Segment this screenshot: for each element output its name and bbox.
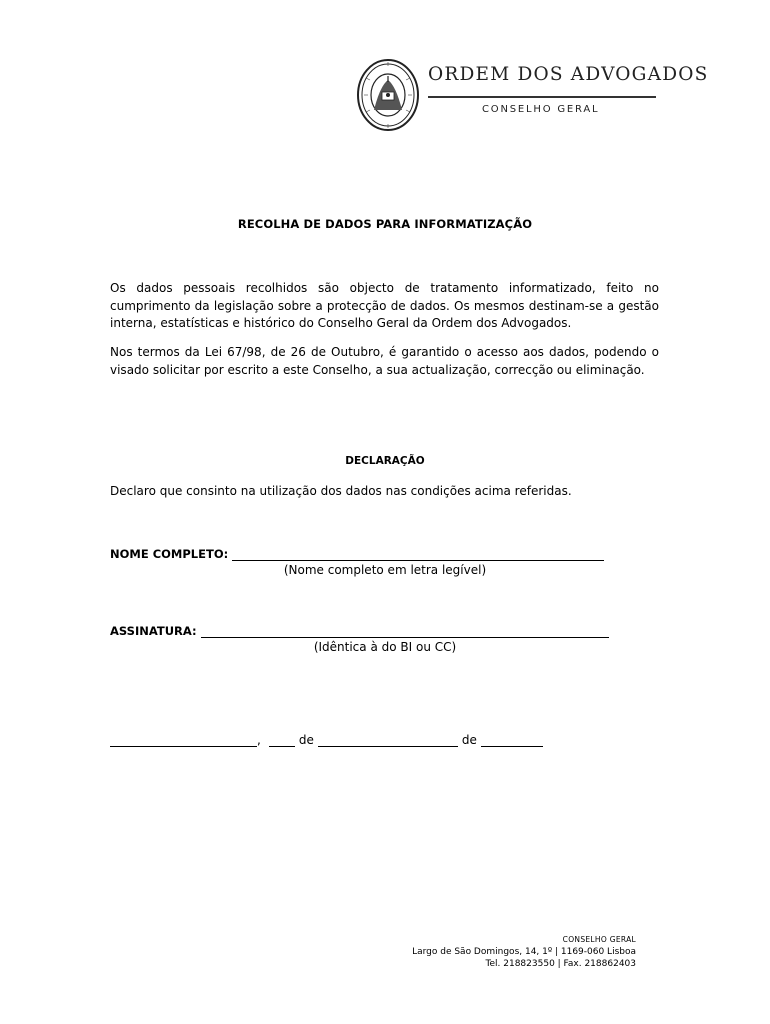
header-divider: [428, 96, 656, 98]
full-name-hint: (Nome completo em letra legível): [283, 563, 487, 577]
place-field[interactable]: [110, 733, 257, 747]
full-name-label: NOME COMPLETO:: [110, 547, 229, 561]
full-name-field[interactable]: [232, 547, 604, 561]
signature-row: [110, 624, 609, 638]
full-name-row: [110, 547, 604, 561]
header-logo: [356, 58, 709, 134]
footer: [412, 934, 636, 970]
footer-address: Largo de São Domingos, 14, 1º | 1169-060 Lisboa: [412, 947, 636, 957]
declaration-text: Declaro que consinto na utilização dos dados nas condições acima referidas.: [110, 484, 572, 498]
month-field[interactable]: [318, 733, 458, 747]
signature-hint: (Idêntica à do BI ou CC): [313, 640, 457, 654]
year-field[interactable]: [481, 733, 543, 747]
place-date-row: [110, 733, 543, 747]
paragraph-data-processing: Os dados pessoais recolhidos são objecto de tratamento informatizado, feito no cumprimento da legislação sobre a protecção de dados. Os mesmos destinam-se a gestão interna, estatísticas e histórico do Conselho Geral da Ordem dos Advogados.: [110, 281, 659, 330]
footer-org: CONSELHO GERAL: [562, 935, 636, 944]
day-field[interactable]: [269, 733, 295, 747]
date-comma: ,: [257, 733, 261, 747]
footer-contacts: Tel. 218823550 | Fax. 218862403: [485, 959, 636, 969]
paragraph-legal-rights: Nos termos da Lei 67/98, de 26 de Outubro, é garantido o acesso aos dados, podendo o visado solicitar por escrito a este Conselho, a sua actualização, correcção ou eliminação.: [110, 345, 659, 377]
seal-icon: [356, 58, 420, 132]
signature-field[interactable]: [201, 624, 609, 638]
declaration-title: DECLARAÇÃO: [345, 455, 425, 467]
org-name: ORDEM DOS ADVOGADOS: [428, 64, 709, 85]
signature-label: ASSINATURA:: [110, 624, 197, 638]
date-de-1: de: [298, 733, 314, 747]
date-de-2: de: [461, 733, 477, 747]
document-title: RECOLHA DE DADOS PARA INFORMATIZAÇÃO: [237, 217, 533, 231]
org-subtitle: CONSELHO GERAL: [482, 104, 600, 115]
